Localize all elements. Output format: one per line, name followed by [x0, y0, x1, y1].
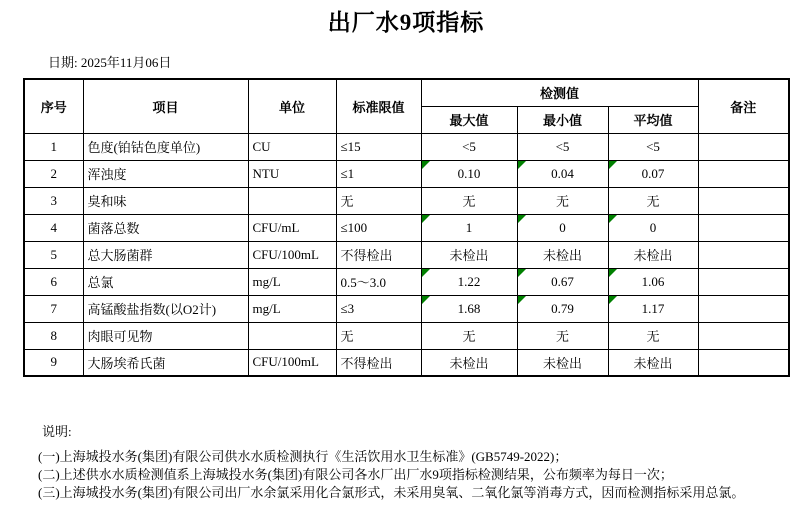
- cell-min: 无: [517, 322, 608, 349]
- note-line: (三)上海城投水务(集团)有限公司出厂水余氯采用化合氯形式，未采用臭氧、二氧化氯等消毒方式，因而检测指标采用总氯。: [38, 485, 745, 500]
- cell-item: 高锰酸盐指数(以O2计): [83, 295, 248, 322]
- date-label: 日期:: [48, 55, 81, 70]
- date-value: 2025年11月06日: [80, 55, 172, 70]
- table-row: [24, 295, 789, 322]
- cell-item: 肉眼可见物: [83, 322, 248, 349]
- cell-seq: 9: [24, 349, 83, 376]
- cell-seq: 6: [24, 268, 83, 295]
- cell-unit: NTU: [248, 160, 336, 187]
- header-detection: 检测值: [421, 79, 698, 106]
- cell-seq: 2: [24, 160, 83, 187]
- cell-comment-flag-icon: [609, 296, 618, 305]
- header-row-top: [24, 79, 789, 106]
- cell-avg: 1.06: [608, 268, 698, 295]
- table-row: [24, 187, 789, 214]
- cell-max: 未检出: [421, 349, 517, 376]
- cell-min: 无: [517, 187, 608, 214]
- cell-comment-flag-icon: [518, 269, 527, 278]
- cell-unit: CFU/100mL: [248, 241, 336, 268]
- cell-max: 无: [421, 322, 517, 349]
- cell-unit: [248, 322, 336, 349]
- cell-min: 0.79: [517, 295, 608, 322]
- cell-seq: 8: [24, 322, 83, 349]
- cell-remark: [698, 241, 789, 268]
- cell-min: 未检出: [517, 241, 608, 268]
- cell-comment-flag-icon: [518, 215, 527, 224]
- cell-avg: 0: [608, 214, 698, 241]
- cell-comment-flag-icon: [422, 161, 431, 170]
- cell-max: 1: [421, 214, 517, 241]
- cell-limit: ≤1: [336, 160, 421, 187]
- cell-limit: ≤3: [336, 295, 421, 322]
- cell-min: 0.04: [517, 160, 608, 187]
- note-line: (二)上述供水水质检测值系上海城投水务(集团)有限公司各水厂出厂水9项指标检测结果，公布频率为每日一次；: [38, 467, 673, 482]
- cell-comment-flag-icon: [609, 161, 618, 170]
- cell-item: 总大肠菌群: [83, 241, 248, 268]
- cell-comment-flag-icon: [518, 161, 527, 170]
- cell-seq: 4: [24, 214, 83, 241]
- cell-comment-flag-icon: [609, 269, 618, 278]
- cell-limit: ≤100: [336, 214, 421, 241]
- cell-avg: <5: [608, 133, 698, 160]
- page-title: 出厂水9项指标: [327, 10, 485, 35]
- cell-remark: [698, 295, 789, 322]
- cell-max: 无: [421, 187, 517, 214]
- header-remark: 备注: [698, 79, 789, 133]
- cell-min: 0: [517, 214, 608, 241]
- table-row: [24, 214, 789, 241]
- cell-remark: [698, 160, 789, 187]
- cell-unit: mg/L: [248, 268, 336, 295]
- cell-max: 1.22: [421, 268, 517, 295]
- cell-max: 0.10: [421, 160, 517, 187]
- cell-seq: 3: [24, 187, 83, 214]
- cell-item: 色度(铂钴色度单位): [83, 133, 248, 160]
- cell-min: <5: [517, 133, 608, 160]
- table-row: [24, 349, 789, 376]
- cell-avg: 1.17: [608, 295, 698, 322]
- cell-unit: CFU/mL: [248, 214, 336, 241]
- cell-limit: 无: [336, 322, 421, 349]
- cell-min: 未检出: [517, 349, 608, 376]
- cell-unit: CU: [248, 133, 336, 160]
- water-quality-table: [23, 78, 790, 377]
- cell-item: 浑浊度: [83, 160, 248, 187]
- table-row: [24, 133, 789, 160]
- cell-min: 0.67: [517, 268, 608, 295]
- note-line: (一)上海城投水务(集团)有限公司供水水质检测执行《生活饮用水卫生标准》(GB5749-2022)；: [38, 449, 568, 464]
- cell-remark: [698, 322, 789, 349]
- cell-max: <5: [421, 133, 517, 160]
- header-item: 项目: [83, 79, 248, 133]
- cell-avg: 0.07: [608, 160, 698, 187]
- cell-remark: [698, 349, 789, 376]
- report-date: [48, 52, 171, 71]
- cell-item: 菌落总数: [83, 214, 248, 241]
- cell-avg: 无: [608, 187, 698, 214]
- cell-comment-flag-icon: [609, 215, 618, 224]
- table-row: [24, 322, 789, 349]
- cell-unit: [248, 187, 336, 214]
- cell-remark: [698, 187, 789, 214]
- header-avg: 平均值: [608, 106, 698, 133]
- cell-max: 1.68: [421, 295, 517, 322]
- cell-seq: 1: [24, 133, 83, 160]
- cell-avg: 未检出: [608, 349, 698, 376]
- notes-label: 说明:: [42, 424, 72, 439]
- cell-remark: [698, 133, 789, 160]
- cell-limit: 无: [336, 187, 421, 214]
- cell-comment-flag-icon: [422, 296, 431, 305]
- table-row: [24, 268, 789, 295]
- cell-limit: 不得检出: [336, 241, 421, 268]
- cell-limit: 不得检出: [336, 349, 421, 376]
- cell-comment-flag-icon: [518, 296, 527, 305]
- cell-seq: 7: [24, 295, 83, 322]
- notes-list: [38, 448, 744, 502]
- cell-avg: 未检出: [608, 241, 698, 268]
- cell-item: 大肠埃希氏菌: [83, 349, 248, 376]
- cell-comment-flag-icon: [422, 215, 431, 224]
- header-limit: 标准限值: [336, 79, 421, 133]
- cell-limit: ≤15: [336, 133, 421, 160]
- cell-unit: mg/L: [248, 295, 336, 322]
- header-max: 最大值: [421, 106, 517, 133]
- header-seq: 序号: [24, 79, 83, 133]
- table-row: [24, 160, 789, 187]
- cell-avg: 无: [608, 322, 698, 349]
- cell-item: 总氯: [83, 268, 248, 295]
- cell-seq: 5: [24, 241, 83, 268]
- header-unit: 单位: [248, 79, 336, 133]
- cell-remark: [698, 268, 789, 295]
- cell-remark: [698, 214, 789, 241]
- cell-item: 臭和味: [83, 187, 248, 214]
- header-min: 最小值: [517, 106, 608, 133]
- cell-unit: CFU/100mL: [248, 349, 336, 376]
- table-row: [24, 241, 789, 268]
- cell-max: 未检出: [421, 241, 517, 268]
- cell-comment-flag-icon: [422, 269, 431, 278]
- cell-limit: 0.5～3.0: [336, 268, 421, 295]
